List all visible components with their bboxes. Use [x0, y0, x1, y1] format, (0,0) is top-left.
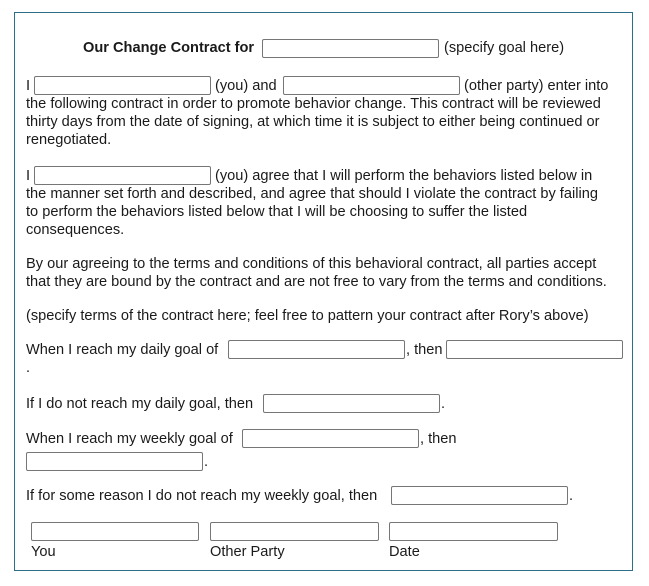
daily-miss-label: If I do not reach my daily goal, then: [26, 396, 254, 412]
para1-i: I: [26, 78, 31, 94]
weekly-goal-then: , then: [420, 431, 457, 447]
weekly-miss-end: .: [569, 488, 574, 504]
para1-line3: thirty days from the date of signing, at which time it is subject to either being continued or: [26, 114, 600, 130]
signature-you-input[interactable]: [31, 522, 199, 541]
para1-line4: renegotiated.: [26, 132, 112, 148]
goal-hint: (specify goal here): [444, 40, 565, 56]
daily-goal-label: When I reach my daily goal of: [26, 342, 219, 358]
weekly-goal-end: .: [204, 454, 209, 470]
daily-goal-then: , then: [406, 342, 443, 358]
para2-line2: the manner set forth and described, and agree that should I violate the contract by failing: [26, 186, 598, 202]
daily-goal-end: .: [26, 360, 31, 376]
para3-line2: that they are bound by the contract and are not free to vary from the terms and conditions.: [26, 274, 607, 290]
daily-consequence-input[interactable]: [263, 394, 440, 413]
signature-date-input[interactable]: [389, 522, 558, 541]
contract-title: Our Change Contract for: [83, 40, 255, 56]
weekly-goal-label: When I reach my weekly goal of: [26, 431, 233, 447]
daily-goal-input[interactable]: [228, 340, 405, 359]
para1-you-label: (you) and: [215, 78, 277, 94]
signature-you-label: You: [31, 544, 56, 560]
daily-reward-input[interactable]: [446, 340, 623, 359]
signature-other-party-label: Other Party: [210, 544, 285, 560]
daily-miss-end: .: [441, 396, 446, 412]
weekly-reward-input[interactable]: [26, 452, 203, 471]
other-party-input[interactable]: [283, 76, 460, 95]
para1-line2: the following contract in order to promote behavior change. This contract will be reviewed: [26, 96, 601, 112]
para1-other-label: (other party) enter into: [464, 78, 609, 94]
weekly-goal-input[interactable]: [242, 429, 419, 448]
para2-line4: consequences.: [26, 222, 125, 238]
you-name-input[interactable]: [34, 76, 211, 95]
para2-line1: (you) agree that I will perform the behaviors listed below in: [215, 168, 593, 184]
terms-instruction: (specify terms of the contract here; feel free to pattern your contract after Rory’s above): [26, 308, 589, 324]
signature-other-party-input[interactable]: [210, 522, 379, 541]
para2-line3: to perform the behaviors listed below that I will be choosing to suffer the listed: [26, 204, 528, 220]
weekly-miss-label: If for some reason I do not reach my weekly goal, then: [26, 488, 378, 504]
you-name-input-2[interactable]: [34, 166, 211, 185]
goal-input[interactable]: [262, 39, 439, 58]
para2-i: I: [26, 168, 31, 184]
signature-date-label: Date: [389, 544, 420, 560]
weekly-consequence-input[interactable]: [391, 486, 568, 505]
para3-line1: By our agreeing to the terms and conditions of this behavioral contract, all parties accept: [26, 256, 597, 272]
